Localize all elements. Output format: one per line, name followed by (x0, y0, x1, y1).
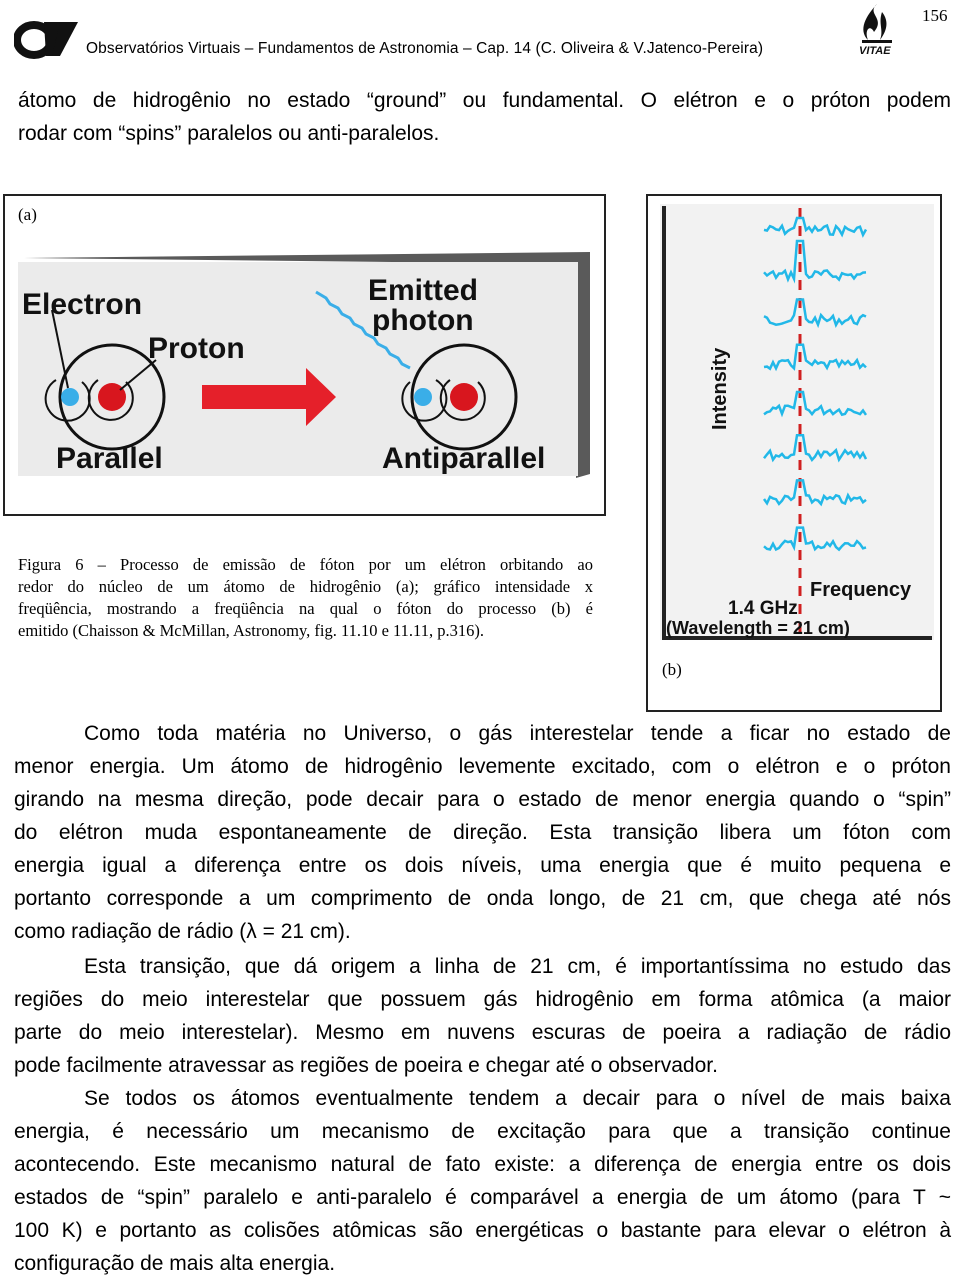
right-electron (414, 388, 432, 406)
body-p1-line-2: menor energia. Um átomo de hidrogênio levemente excitado, com o elétron e o próton (14, 755, 951, 778)
frequency-axis-label: Frequency (810, 579, 912, 601)
body-p1-line-5: energia igual a diferença entre os dois níveis, uma energia que é muito pequena e (14, 854, 951, 877)
vitae-logo-text: VITAE (859, 45, 891, 57)
antiparallel-label: Antiparallel (382, 442, 546, 475)
figure-b-label: (b) (662, 660, 682, 679)
body-p1-line-3: girando na mesma direção, pode decair para o estado de menor energia quando o “spin” (14, 788, 951, 811)
body-p1-line-6: portanto corresponde a um comprimento de onda longo, de 21 cm, que chega até nós (14, 887, 951, 910)
intro-line-1: átomo de hidrogênio no estado “ground” ou fundamental. O elétron e o próton podem (18, 89, 951, 112)
figure-a-label: (a) (18, 205, 37, 224)
caption-line-1: Figura 6 – Processo de emissão de fóton por um elétron orbitando ao (18, 555, 593, 574)
body-p3-line-1: Se todos os átomos eventualmente tendem a decair para o nível de mais baixa (84, 1087, 951, 1110)
photon-label: photon (372, 304, 474, 337)
proton-label: Proton (148, 332, 245, 365)
intensity-axis-label: Intensity (709, 347, 731, 430)
figure-a-diagram (16, 250, 596, 480)
caption-line-3: freqüência, mostrando a freqüência na qual o fóton do processo (b) é (18, 599, 593, 618)
body-p3-line-5: 100 K) e portanto as colisões atômicas são energéticas o bastante para elevar o elétron à (14, 1219, 951, 1242)
body-p2-line-1: Esta transição, que dá origem a linha de 21 cm, é importantíssima no estudo das (84, 955, 951, 978)
parallel-label: Parallel (56, 442, 163, 475)
left-electron (61, 388, 79, 406)
body-p3-line-3: acontecendo. Este mecanismo natural de fato existe: a diferença de energia entre os dois (14, 1153, 951, 1176)
body-p3-line-2: energia, é necessário um mecanismo de excitação para que a transição continue (14, 1120, 951, 1143)
body-p3-line-4: estados de “spin” paralelo e anti-paralelo é comparável a energia de um átomo (para T ~ (14, 1186, 951, 1209)
body-p2-line-3: parte do meio interestelar). Mesmo em nuvens escuras de poeira a radiação de rádio (14, 1021, 951, 1044)
caption-line-2: redor do núcleo de um átomo de hidrogênio (a); gráfico intensidade x (18, 577, 593, 596)
right-proton (450, 383, 478, 411)
electron-label: Electron (22, 288, 143, 321)
page-number: 156 (922, 6, 948, 25)
spectrum-panel (660, 204, 934, 640)
wavelength-label: (Wavelength = 21 cm) (666, 618, 850, 638)
ov-logo-icon (14, 16, 80, 60)
flame-emblem-icon (856, 2, 898, 58)
line-frequency-label: 1.4 GHz (728, 598, 798, 619)
body-p1-line-4: do elétron muda espontaneamente de direção. Esta transição libera um fóton com (14, 821, 951, 844)
body-p2-line-4: pode facilmente atravessar as regiões de poeira e chegar até o observador. (14, 1054, 718, 1077)
body-p1-line-7: como radiação de rádio (λ = 21 cm). (14, 920, 351, 943)
emitted-label: Emitted (368, 274, 479, 307)
body-p3-line-6: configuração de mais alta energia. (14, 1252, 336, 1275)
caption-line-4: emitido (Chaisson & McMillan, Astronomy, fig. 11.10 e 11.11, p.316). (18, 621, 484, 640)
figure-caption (18, 554, 593, 642)
body-p2-line-2: regiões do meio interestelar que possuem gás hidrogênio em forma atômica (a maior (14, 988, 951, 1011)
figure-b-spectrum-plot (654, 200, 936, 650)
running-title: Observatórios Virtuais – Fundamentos de Astronomia – Cap. 14 (C. Oliveira & V.Jatenco-Pereira) (86, 40, 764, 57)
body-p1-line-1: Como toda matéria no Universo, o gás interestelar tende a ficar no estado de (84, 722, 951, 745)
intro-line-2: rodar com “spins” paralelos ou anti-paralelos. (18, 122, 440, 145)
